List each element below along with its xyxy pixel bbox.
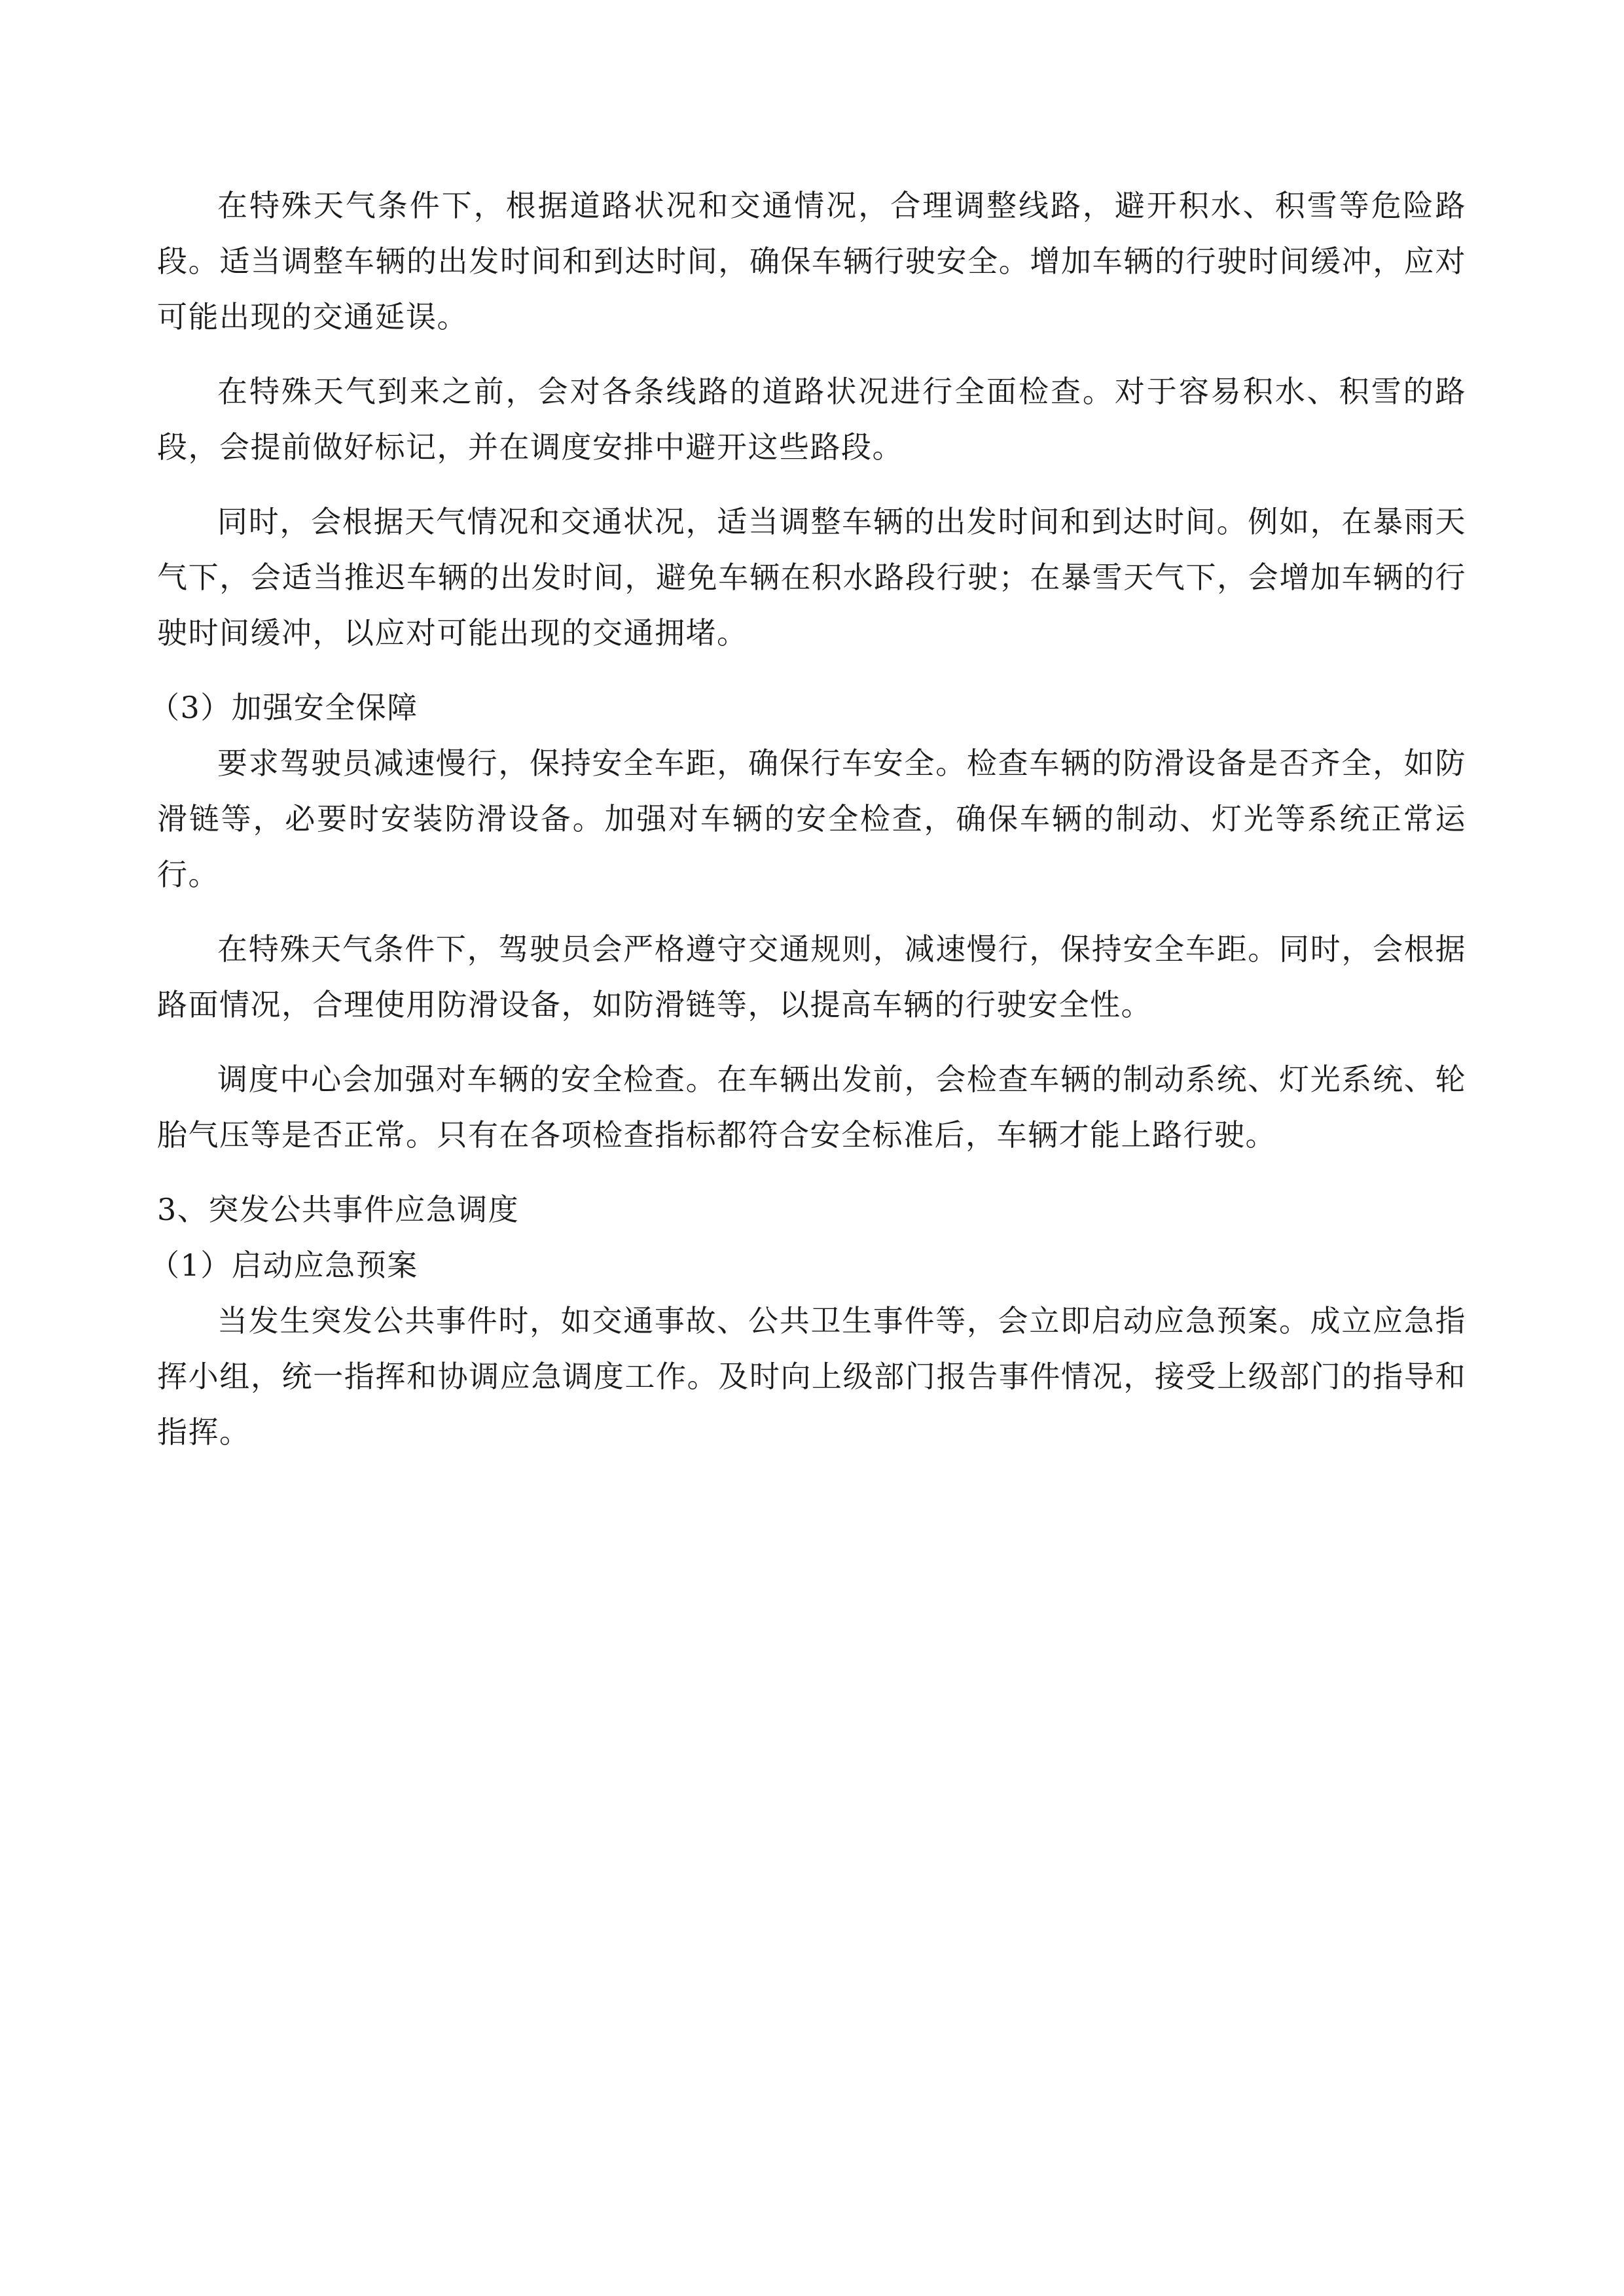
- paragraph-driver-conduct: 在特殊天气条件下，驾驶员会严格遵守交通规则，减速慢行，保持安全车距。同时，会根据路面情况，合理使用防滑设备，如防滑链等，以提高车辆的行驶安全性。: [157, 931, 1466, 1022]
- section-heading-emergency-dispatch: 3、突发公共事件应急调度: [157, 1192, 520, 1227]
- paragraph-road-inspection: 在特殊天气到来之前，会对各条线路的道路状况进行全面检查。对于容易积水、积雪的路段，会提前做好标记，并在调度安排中避开这些路段。: [157, 374, 1466, 465]
- paragraph-driver-requirements: 要求驾驶员减速慢行，保持安全车距，确保行车安全。检查车辆的防滑设备是否齐全，如防滑链等，必要时安装防滑设备。加强对车辆的安全检查，确保车辆的制动、灯光等系统正常运行。: [157, 745, 1466, 892]
- document-body: [149, 178, 1466, 1479]
- paragraph-schedule-adjustment: 同时，会根据天气情况和交通状况，适当调整车辆的出发时间和到达时间。例如，在暴雨天气下，会适当推迟车辆的出发时间，避免车辆在积水路段行驶；在暴雪天气下，会增加车辆的行驶时间缓冲，以应对可能出现的交通拥堵。: [157, 504, 1466, 651]
- paragraph-route-adjustment: 在特殊天气条件下，根据道路状况和交通情况，合理调整线路，避开积水、积雪等危险路段。适当调整车辆的出发时间和到达时间，确保车辆行驶安全。增加车辆的行驶时间缓冲，应对可能出现的交通延误。: [157, 188, 1466, 334]
- heading-activate-plan: （1）启动应急预案: [149, 1247, 418, 1283]
- heading-safety-assurance: （3）加强安全保障: [149, 690, 418, 725]
- paragraph-emergency-plan: 当发生突发公共事件时，如交通事故、公共卫生事件等，会立即启动应急预案。成立应急指挥小组，统一指挥和协调应急调度工作。及时向上级部门报告事件情况，接受上级部门的指导和指挥。: [157, 1303, 1466, 1450]
- paragraph-vehicle-inspection: 调度中心会加强对车辆的安全检查。在车辆出发前，会检查车辆的制动系统、灯光系统、轮胎气压等是否正常。只有在各项检查指标都符合安全标准后，车辆才能上路行驶。: [157, 1062, 1466, 1153]
